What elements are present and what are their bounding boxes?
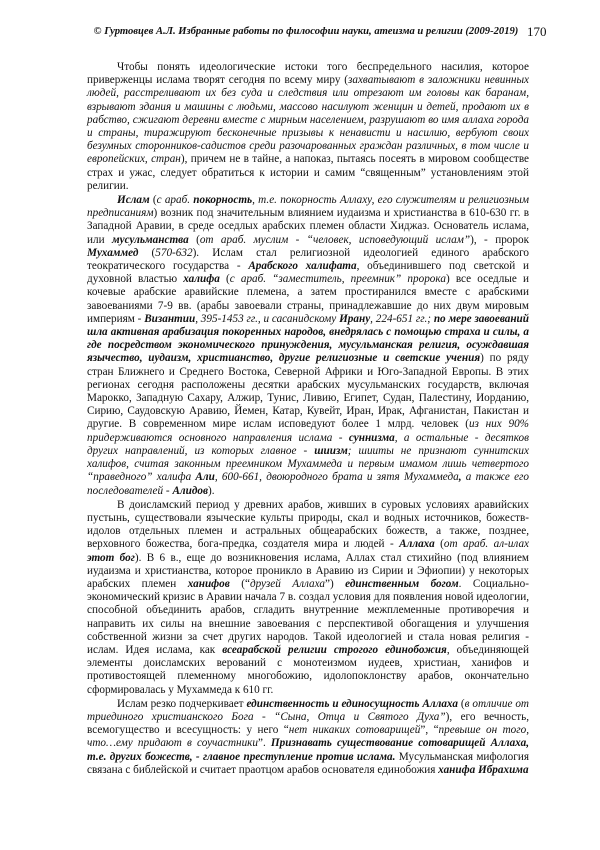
paragraph — [87, 194, 529, 498]
text-run: , 395-1453 гг., и сасанидскому — [195, 312, 340, 325]
text-run: с араб. “заместитель, преемник” пророка — [229, 273, 446, 286]
text-run: ханифа Ибрахима — [438, 763, 529, 776]
text-run: ) возник под значительным влиянием иудаизма и христианства в 610-630 гг. в Западной Аравии, в среде оседлых арабских племен области Хиджаз. Основатель ислама, или — [87, 207, 529, 246]
text-run: ханифов — [187, 577, 230, 590]
text-run: , объединившего под светской и духовной властью — [87, 260, 529, 286]
text-run: Аллаха — [399, 538, 435, 551]
text-run: , объединяющей элементы доисламских верований с монотеизмом иудеев, христиан, ханифов и противостоящей племенному многобожию, идолопоклонству арабов, окончательно сформировалась у Мухаммеда к 610 гг. — [87, 643, 529, 696]
paragraph — [87, 499, 529, 697]
text-run: из них 90% придерживаются основного направления ислама - — [87, 418, 529, 444]
text-run: Арабского халифата — [248, 260, 357, 273]
text-run: Ислам резко подчеркивает — [117, 697, 247, 710]
text-run: суннизма — [348, 431, 395, 444]
text-run: , 600-661, двоюродного брата и зятя Мухаммеда — [214, 471, 459, 484]
text-run: 570-632 — [155, 246, 193, 259]
text-run: ). Ислам стал религиозной идеологией единого арабского теократического государства - — [87, 246, 529, 273]
text-run: нет никаких сотоварищей — [288, 724, 421, 737]
text-run: Алидов — [172, 484, 209, 497]
text-run: ), - пророк — [470, 233, 529, 246]
text-run: , — [458, 471, 462, 484]
text-run: ”. — [258, 737, 271, 750]
text-run: ) по ряду стран Ближнего и Среднего Востока, Северной Африки и Юго-Западной Европы. В этих регионах сегодня расположены десятки арабских мусульманских государств, включая Марокко, Западную Сахару, Алжир, Тунис, Ливию, Египет, Судан, Палестину, Иорданию, Сирию, Саудовскую Аравию, Йемен, Катар, Кувейт, Иран, Ирак, Афганистан, Пакистан и другие. В современном мире ислам исповедуют более 1 млрд. человек ( — [87, 352, 529, 431]
text-run: Ислам — [117, 194, 150, 207]
text-run: Чтобы понять идеологические истоки того беспредельного насилия, которое приверженцы ислама творят сегодня по всему миру ( — [87, 61, 529, 87]
text-run: ). — [208, 484, 215, 497]
text-run: Византии — [144, 312, 196, 325]
text-run: мусульманства — [111, 233, 189, 246]
text-run: В доисламский период у древних арабов, живших в суровых условиях аравийских пустынь, существовали языческие культы природы, скал и водных источников, божеств-идолов отдельных племен и астральных общеарабских божеств, а также, позднее, верховного божества, бога-предка, создателя мира и людей - — [87, 498, 529, 551]
text-run: Мусульманская мифология связана с библейской и считает праотцом арабов основателя единобожия — [87, 750, 529, 776]
text-run: с араб. — [156, 194, 194, 207]
paragraph — [87, 698, 529, 777]
text-run: от араб. ал-илах — [443, 538, 530, 551]
text-run: всеарабской религии строгого единобожия — [222, 643, 447, 656]
text-run: ), причем не в тайне, а напоказ, пытаясь посеять в мировом сообществе страх и ужас, следует обратиться к истории и самим “священным” установлениям этой религии. — [87, 153, 529, 192]
text-run: от араб. муслим - “человек, исповедующий ислам” — [199, 233, 471, 246]
text-run: единственным богом — [345, 577, 459, 590]
text-run: Ирану — [339, 312, 371, 325]
text-run: по мере завоеваний шла активная арабизация покоренных народов, внедрялась с помощью страха и силы, а где посредством экономического принуждения, мусульманская религия, осуждавшая язычество, иудаизм, христианство, другие религиозные и светские учения — [87, 312, 529, 365]
text-run: (“ — [229, 577, 250, 590]
text-run: халифа — [183, 273, 220, 286]
text-run: захватывают в заложники невинных людей, расстреливают их без суда и следствия или отрезают им головы как баранам, взрывают здания и машины с людьми, массово насилуют женщин и детей, продают их в рабство, сжигают деревни вместе с мирным населением, разрушают во имя аллаха города и страны, тиражируют бесконечные призывы к ненависти и насилию, вербуют своих безумных сторонников-садистов среди разочарованных граждан различных, в том числе и европейских, стран — [87, 74, 529, 166]
text-run: ) все оседлые и кочевые арабские аравийские племена, а затем простиранился вместе с арабскими завоеваниями 7-9 вв. (арабы завоевали страны, принадлежавшие до них двум мировым империям - — [87, 273, 529, 325]
text-run: друзей Аллаха — [249, 577, 325, 590]
text-run: , а остальные - десятков других направлений, из которых главное - — [87, 431, 529, 457]
text-run: ). В 6 в., еще до возникновения ислама, Аллах стал стихийно (под влиянием иудаизма и христианства, которое проникло в Аравию из Сирии и Эфиопии) у некоторых арабских племен — [87, 551, 529, 590]
text-run: ( — [138, 246, 156, 259]
text-run: Признавать существование сотоварищей Аллаха, т.е. других божеств, - главное преступление против ислама. — [87, 737, 529, 763]
text-run: ), его вечность, всемогущество и всесущность: у него “ — [87, 710, 529, 737]
text-run: . Социально-экономический кризис в Аравии начала 7 в. создал условия для появления новой идеологии, способной объединить арабов, сгладить внутренние межплеменные противоречия и направить их силы на внешние завоевания с перспективой обогащения и улучшения собственной жизни за счет других народов. Такой идеологией и стала новая религия - ислам. Идея ислама, как — [87, 577, 529, 656]
text-run: в отличие от триединого христианского Бога - “Сына, Отца и Святого Духа” — [87, 697, 530, 723]
text-run: Али — [195, 471, 215, 484]
text-run: , 224-651 гг.; — [370, 312, 434, 325]
text-run: ( — [219, 273, 230, 286]
text-run: ”, “ — [420, 724, 439, 737]
text-run: превыше он того, что…ему придают в соучастники — [87, 724, 529, 750]
body-text — [87, 61, 529, 777]
text-run: ( — [434, 538, 444, 551]
text-run: ( — [457, 697, 465, 710]
text-run: а также его последователей - — [87, 471, 530, 497]
text-run: ”) — [324, 577, 346, 590]
text-run: , т.е. покорность Аллаху, его служителям и религиозным предписаниям — [87, 194, 529, 220]
page-number: 170 — [527, 24, 547, 39]
text-run: шиизм — [314, 444, 348, 457]
text-run: ( — [149, 194, 157, 207]
running-header: © Гуртовцев А.Л. Избранные работы по философии науки, атеизма и религии (2009-2019) — [93, 26, 519, 37]
text-run: единственность и единосущность Аллаха — [246, 697, 458, 710]
text-run: покорность — [193, 194, 253, 207]
text-run: Мухаммед — [87, 246, 139, 259]
text-run: ; шииты не признают суннитских халифов, считая законным преемником Мухаммеда и первым имамом лишь четвертого “праведного” халифа — [87, 444, 529, 484]
paragraph — [87, 61, 529, 193]
text-run: этот бог — [87, 551, 135, 564]
text-run: ( — [188, 233, 200, 246]
